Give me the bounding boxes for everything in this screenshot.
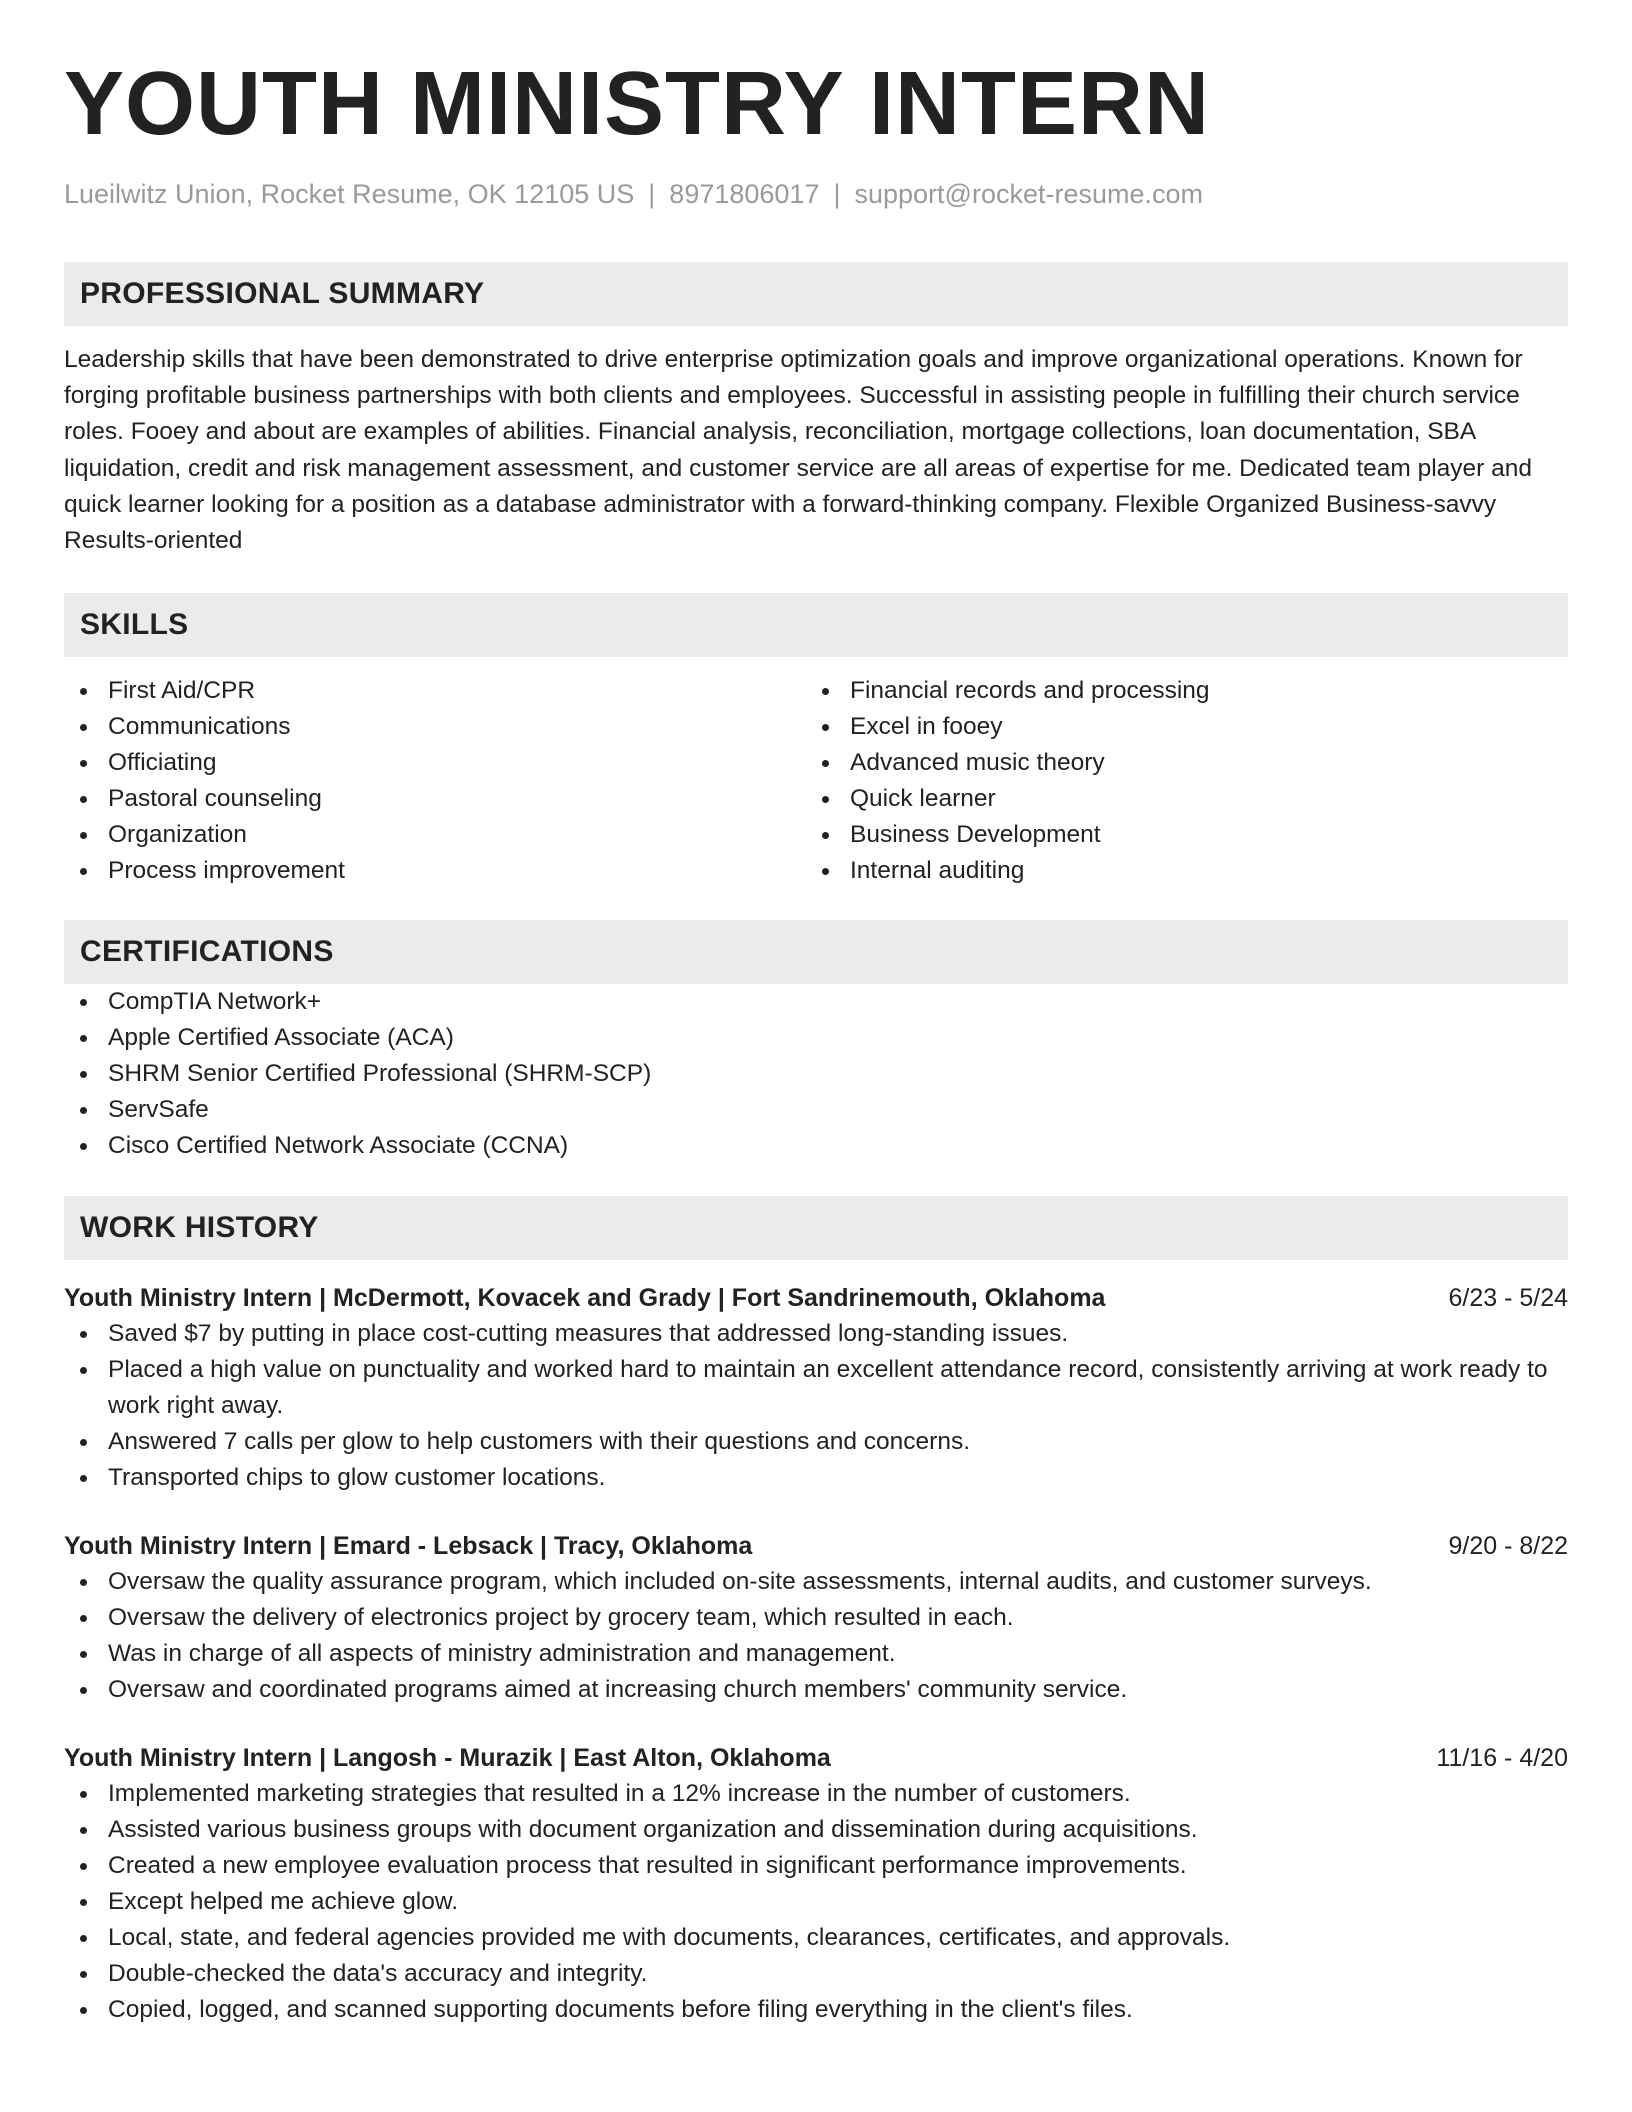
skill-item: Quick learner	[850, 781, 1548, 817]
skills-list-right	[806, 673, 1548, 889]
job-title: Youth Ministry Intern | McDermott, Kovacek and Grady | Fort Sandrinemouth, Oklahoma	[64, 1284, 1106, 1313]
contact-separator: |	[648, 179, 656, 209]
certification-item: Cisco Certified Network Associate (CCNA)	[108, 1128, 1568, 1164]
job-bullet: Created a new employee evaluation process that resulted in significant performance improvements.	[108, 1848, 1568, 1884]
summary-text: Leadership skills that have been demonstrated to drive enterprise optimization goals and improve organizational operations. Known for forging profitable business partnerships with both clients and employees. Successful in assisting people in fulfilling their church service roles. Fooey and about are examples of abilities. Financial analysis, reconciliation, mortgage collections, loan documentation, SBA liquidation, credit and risk management assessment, and customer service are all areas of expertise for me. Dedicated team player and quick learner looking for a position as a database administrator with a forward-thinking company. Flexible Organized Business-savvy Results-oriented	[64, 346, 1533, 555]
skill-item: Business Development	[850, 817, 1548, 853]
job-bullet: Except helped me achieve glow.	[108, 1884, 1568, 1920]
work-history-heading: WORK HISTORY	[64, 1196, 1568, 1260]
job-title-row	[64, 1280, 1568, 1316]
candidate-name: YOUTH MINISTRY INTERN	[64, 54, 1211, 154]
job-dates: 11/16 - 4/20	[1436, 1744, 1568, 1773]
job-bullet: Implemented marketing strategies that resulted in a 12% increase in the number of customers.	[108, 1776, 1568, 1812]
job-bullet: Copied, logged, and scanned supporting documents before filing everything in the client's files.	[108, 1992, 1568, 2028]
job-bullet: Was in charge of all aspects of ministry administration and management.	[108, 1636, 1568, 1672]
job-entry	[64, 1280, 1568, 1496]
skills-list-left	[64, 673, 806, 889]
resume-page	[64, 54, 1568, 2028]
skill-item: Officiating	[108, 745, 806, 781]
certification-item: ServSafe	[108, 1092, 1568, 1128]
address: Lueilwitz Union, Rocket Resume, OK 12105 US	[64, 179, 635, 209]
certification-item: CompTIA Network+	[108, 984, 1568, 1020]
phone: 8971806017	[669, 179, 820, 209]
email: support@rocket-resume.com	[854, 179, 1204, 209]
job-bullet: Double-checked the data's accuracy and integrity.	[108, 1956, 1568, 1992]
skill-item: Internal auditing	[850, 853, 1548, 889]
skill-item: Pastoral counseling	[108, 781, 806, 817]
summary-heading: PROFESSIONAL SUMMARY	[64, 262, 1568, 326]
job-title: Youth Ministry Intern | Langosh - Murazik | East Alton, Oklahoma	[64, 1744, 831, 1773]
job-entry	[64, 1740, 1568, 2028]
skills-column-right	[806, 673, 1548, 889]
skills-heading: SKILLS	[64, 593, 1568, 657]
skill-item: Communications	[108, 709, 806, 745]
skill-item: Excel in fooey	[850, 709, 1548, 745]
skill-item: Process improvement	[108, 853, 806, 889]
job-entry	[64, 1528, 1568, 1708]
contact-line	[64, 176, 1568, 212]
job-title-row	[64, 1740, 1568, 1776]
skills-column-left	[64, 673, 806, 889]
job-bullets	[64, 1564, 1568, 1708]
job-bullet: Oversaw the quality assurance program, which included on-site assessments, internal audits, and customer surveys.	[108, 1564, 1568, 1600]
skills-columns	[64, 673, 1568, 889]
job-dates: 6/23 - 5/24	[1448, 1284, 1568, 1313]
job-bullet: Oversaw the delivery of electronics project by grocery team, which resulted in each.	[108, 1600, 1568, 1636]
job-title: Youth Ministry Intern | Emard - Lebsack | Tracy, Oklahoma	[64, 1532, 753, 1561]
job-bullet: Oversaw and coordinated programs aimed at increasing church members' community service.	[108, 1672, 1568, 1708]
job-title-row	[64, 1528, 1568, 1564]
job-dates: 9/20 - 8/22	[1448, 1532, 1568, 1561]
certifications-heading: CERTIFICATIONS	[64, 920, 1568, 984]
skill-item: Organization	[108, 817, 806, 853]
job-bullets	[64, 1316, 1568, 1496]
job-bullets	[64, 1776, 1568, 2028]
skill-item: Advanced music theory	[850, 745, 1548, 781]
job-bullet: Local, state, and federal agencies provided me with documents, clearances, certificates, and approvals.	[108, 1920, 1568, 1956]
job-bullet: Transported chips to glow customer locations.	[108, 1460, 1568, 1496]
contact-separator: |	[833, 179, 841, 209]
job-bullet: Assisted various business groups with document organization and dissemination during acquisitions.	[108, 1812, 1568, 1848]
certification-item: SHRM Senior Certified Professional (SHRM-SCP)	[108, 1056, 1568, 1092]
job-bullet: Placed a high value on punctuality and worked hard to maintain an excellent attendance record, consistently arriving at work ready to work right away.	[108, 1352, 1568, 1424]
certifications-list	[64, 984, 1568, 1164]
skill-item: First Aid/CPR	[108, 673, 806, 709]
job-bullet: Saved $7 by putting in place cost-cutting measures that addressed long-standing issues.	[108, 1316, 1568, 1352]
job-bullet: Answered 7 calls per glow to help customers with their questions and concerns.	[108, 1424, 1568, 1460]
certification-item: Apple Certified Associate (ACA)	[108, 1020, 1568, 1056]
skill-item: Financial records and processing	[850, 673, 1548, 709]
